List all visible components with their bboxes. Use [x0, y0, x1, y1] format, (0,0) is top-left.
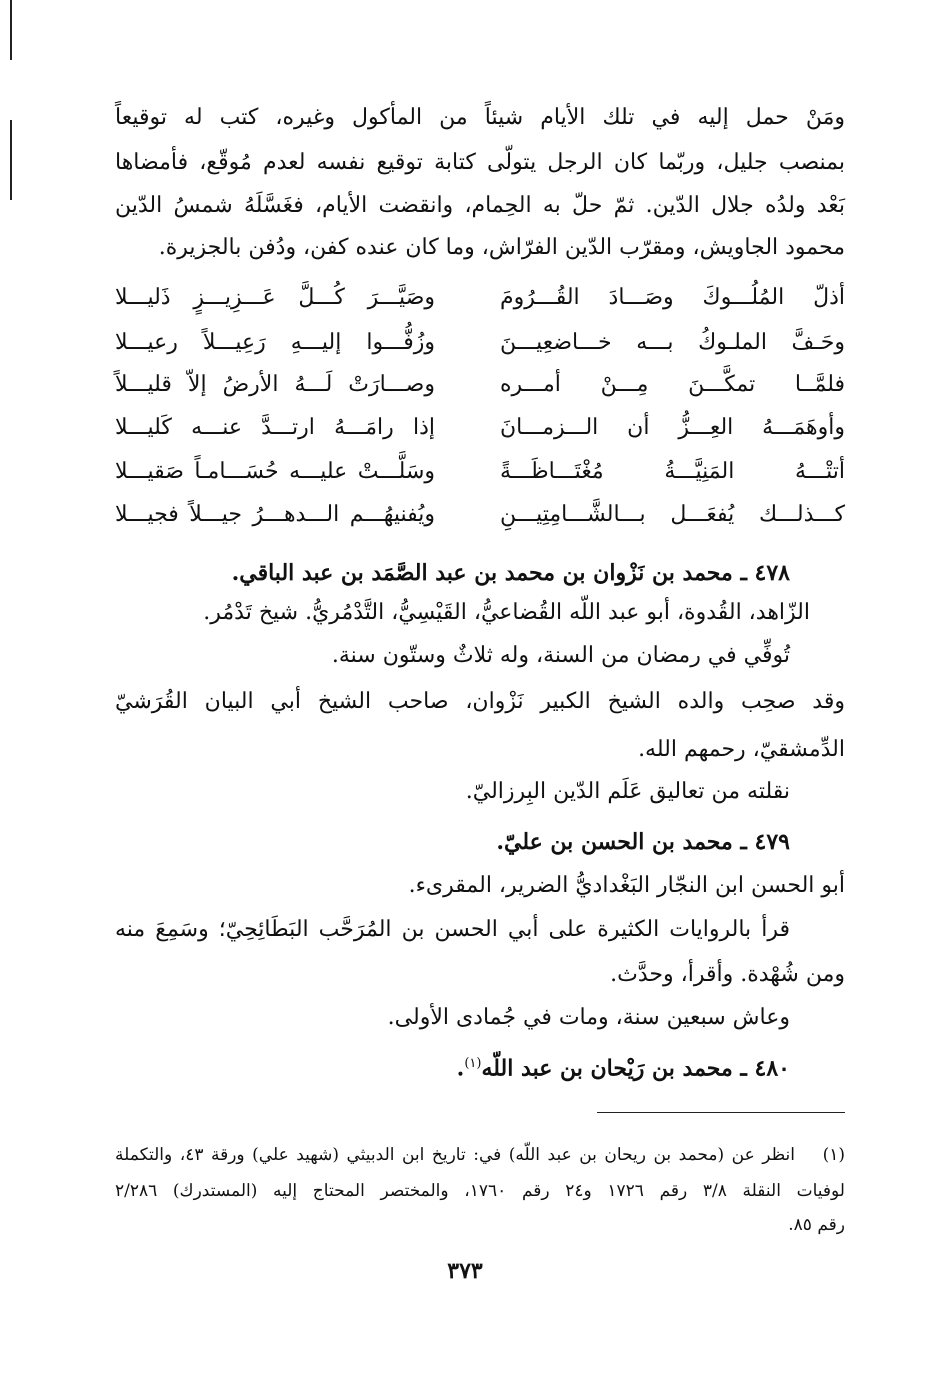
entry-text: وقد صحِب والده الشيخ الكبير نَزْوان، صاحب الشيخ أبي البيان القُرَشيّ — [115, 689, 845, 714]
entry-text: ومن شُهْدة. وأقرأ، وحدَّث. — [610, 962, 845, 987]
entry-text: نقلته من تعاليق عَلَم الدّين البِرزاليّ. — [465, 779, 790, 804]
verse-first-hemistich: أذلّ المُلُـــوكَ وصَـــادَ القُـــرُومَ — [500, 285, 845, 310]
paragraph-line: بَعْد ولدُه جلال الدّين. ثمّ حلّ به الحِمام، وانقضت الأيام، فغَسَّلَهُ شمسُ الدّين — [115, 193, 845, 218]
entry-text: وعاش سبعين سنة، ومات في جُمادى الأولى. — [387, 1005, 790, 1030]
paragraph-line: بمنصب جليل، وربّما كان الرجل يتولّى كتابة توقيع نفسه لعدم مُوقّع، فأمضاها — [115, 150, 845, 175]
footnote-divider — [597, 1112, 845, 1113]
verse-first-hemistich: فلمَّــا تمكَّـــنَ مِـــنْ أمـــره — [500, 372, 845, 397]
footnote-line: لوفيات النقلة ٣/٨ رقم ١٧٢٦ و٢٤ رقم ١٧٦٠، والمختصر المحتاج إليه (المستدرك) ٢/٢٨٦ — [115, 1181, 845, 1201]
paragraph-line: ومَنْ حمل إليه في تلك الأيام شيئاً من المأكول وغيره، كتب له توقيعاً — [115, 105, 845, 130]
verse-second-hemistich: ويُفنيهُـــم الـــدهـــرُ جيـــلاً فجيـــلا — [115, 502, 435, 527]
footnote-line: رقم ٨٥. — [788, 1215, 845, 1235]
footnote-reference[interactable]: (١) — [464, 1056, 482, 1071]
entry-heading: ٤٧٩ ـ محمد بن الحسن بن عليّ. — [496, 829, 790, 855]
verse-first-hemistich: وأوهَمَـــهُ العِـــزُّ أن الـــزمـــانَ — [500, 415, 845, 440]
footnote-line: انظر عن (محمد بن ريحان بن عبد اللّه) في: تاريخ ابن الدبيثي (شهيد علي) ورقة ٤٣، والتكملة — [115, 1145, 796, 1165]
paragraph-line: محمود الجاويش، ومقرّب الدّين الفرّاش، وما كان عنده كفن، ودُفن بالجزيرة. — [158, 235, 845, 260]
verse-first-hemistich: أتتْـــهُ المَنِيَّـــةُ مُغْتَـــاظَـــةً — [500, 459, 845, 484]
verse-first-hemistich: وحَـفَّ الملـوكُ بـــه خـــاضعِيـــنَ — [500, 330, 845, 355]
verse-second-hemistich: وصَيَّـــرَ كُـــلَّ عَـــزِيـــزٍ ذَليـــلا — [115, 285, 435, 310]
footnote-marker: (١) — [822, 1145, 845, 1165]
scan-edge-line — [10, 0, 12, 60]
verse-second-hemistich: وصـــارَتْ لَـــهُ الأرضُ إلاّ قليـــلاً — [115, 372, 435, 397]
entry-heading-end: . — [456, 1055, 465, 1082]
entry-heading — [457, 1044, 790, 1088]
scan-edge-line — [10, 120, 12, 200]
page-number: ٣٧٣ — [447, 1258, 483, 1284]
entry-text: قرأ بالروايات الكثيرة على أبي الحسن بن المُرَحَّب البَطَائِحِيّ؛ وسَمِعَ منه — [115, 917, 790, 942]
entry-heading: ٤٧٨ ـ محمد بن نَزْوان بن محمد بن عبد الصَّمَد بن عبد الباقي. — [231, 560, 790, 586]
entry-text: أبو الحسن ابن النجّار البَغْداديُّ الضرير، المقرىء. — [408, 873, 845, 898]
entry-text: تُوفِّي في رمضان من السنة، وله ثلاثٌ وستّون سنة. — [331, 643, 790, 668]
verse-first-hemistich: كـــذلـــك يُفعَـــل بـــالشَّـــامِتِيـــنِ — [500, 502, 845, 527]
entry-text: الدِّمشقيّ، رحمهم الله. — [638, 737, 845, 762]
verse-second-hemistich: إذا رامَـــهُ ارتـــدَّ عنـــه كَليـــلا — [115, 415, 435, 440]
entry-text: الزّاهد، القُدوة، أبو عبد اللّه القُضاعيُّ، القَيْسِيُّ، التَّدْمُريُّ. شيخ تَدْمُر. — [203, 600, 810, 625]
verse-second-hemistich: وزُفُّـــوا إليـــهِ رَعِيـــلاً رعيـــلا — [115, 330, 435, 355]
entry-heading-text: ٤٨٠ ـ محمد بن رَيْحان بن عبد اللّه — [481, 1055, 790, 1082]
verse-second-hemistich: وسَلَّـــتْ عليـــه حُسَـــامـاً صَقيـــلا — [115, 459, 435, 484]
